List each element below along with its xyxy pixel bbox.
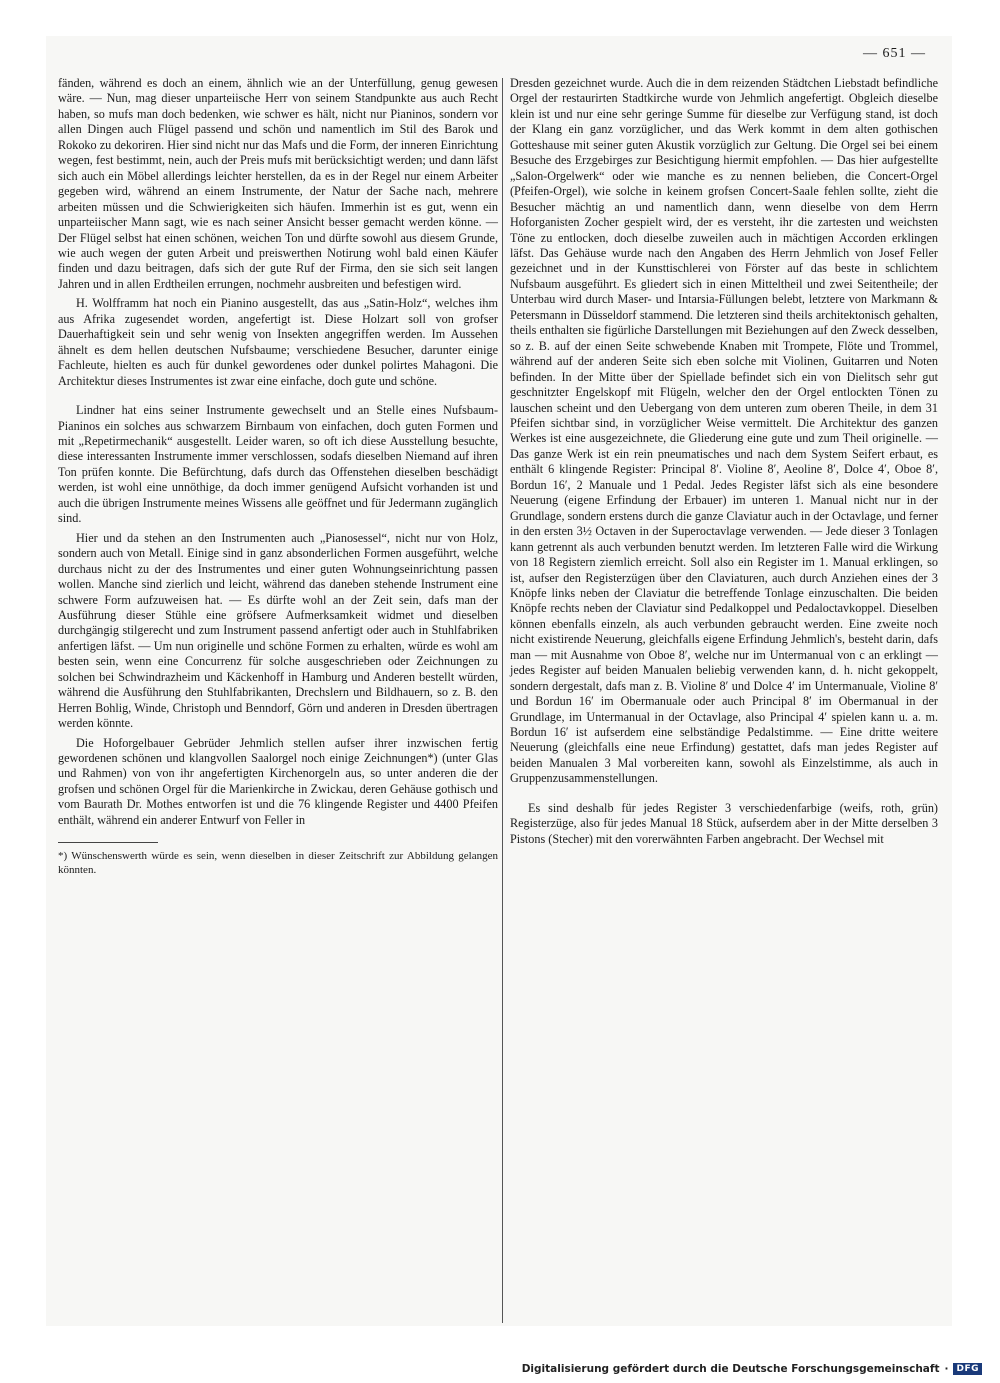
paragraph: Lindner hat eins seiner Instrumente gewechselt und an Stelle eines Nufsbaum-Pianinos ein solches aus schwarzem Birnbaum von einfachen, doch guten Formen und mit „Repetirmechanik“ ausgestellt. Leider waren, so oft ich diese Ausstellung besuchte, diese interessanten Instrumente immer verschlossen, sodafs dieselben Niemand auf ihren Ton prüfen konnte. Die Befürchtung, dafs durch das Offenstehen dieselben beschädigt werden, ist wohl eine unnöthige, da doch immer genügend Aufsicht vorhanden ist und auch die übrigen Instrumente meines Wissens alle geöffnet und für Jedermann zugänglich sind.: [58, 403, 498, 526]
footnote-rule: [58, 842, 158, 843]
right-column: [510, 76, 938, 847]
digitization-credit: Digitalisierung gefördert durch die Deutsche Forschungsgemeinschaft · DFG: [522, 1363, 982, 1375]
column-divider: [502, 78, 503, 1323]
credit-text: Digitalisierung gefördert durch die Deutsche Forschungsgemeinschaft: [521, 1363, 940, 1375]
paragraph: Hier und da stehen an den Instrumenten auch „Pianosessel“, nicht nur von Holz, sondern auch von Metall. Einige sind in ganz absonderlichen Formen ausgeführt, welche durchaus nicht zu der des Instrumentes und einer guten Wohnungseinrichtung passen wollen. Manche sind zierlich und leicht, während das daneben stehende Instrument eine schwere Form aufzuweisen hat. — Es dürfte wohl an der Zeit sein, dafs man der Ausführung dieser Stühle eine gröfsere Aufmerksamkeit widmet und dieselben durchgängig stilgerecht und zum Instrument passend anfertigt oder auch in Stuhlfabriken anfertigen läfst. — Um nun originelle und schöne Formen zu erhalten, würde es wohl am besten sein, wenn eine Concurrenz für solche ausgeschrieben oder Zeichnungen zu solchen bei Schwindrazheim und Käckenhoff in Hamburg und Anderen bestellt würden, während die Ausführung den Stuhlfabrikanten, Drechslern und Bildhauern, so z. B. den Herren Bohlig, Winde, Christoph und Benndorf, Görn und anderen in Dresden übertragen werden könnte.: [58, 530, 498, 731]
paragraph: Die Hoforgelbauer Gebrüder Jehmlich stellen aufser ihrer inzwischen fertig gewordenen schönen und klangvollen Saalorgel noch einige Zeichnungen*) (unter Glas und Rahmen) von von ihr angefertigten Kirchenorgeln aus, so unter anderen die der grofsen und schönen Orgel für die Marienkirche in Zwickau, deren Gehäuse gothisch und vom Baurath Dr. Mothes entworfen ist und die 76 klingende Register und 4400 Pfeifen enthält, während ein anderer Entwurf von Feller in: [58, 735, 498, 827]
paragraph: fänden, während es doch an einem, ähnlich wie an der Unterfüllung, genug gewesen wäre. — Nun, mag dieser unparteiische Herr von seinem Standpunkte aus auch Recht haben, so mufs man doch bedenken, wie schwer es hält, nicht nur Pianinos, sondern vor allen Dingen auch Flügel passend und schön und namentlich im Stil des Barok und Rokoko zu dekoriren. Hier sind nicht nur das Mafs und die Form, der inneren Einrichtung wegen, fest bestimmt, nein, auch der Preis mufs mit berücksichtigt werden; und dann läfst sich auch ein Möbel allerdings leichter herstellen, da es in der Regel nur einem Arbeiter gegeben wird, während an einem Instrumente, der Natur der Sache nach, mehrere arbeiten müssen und die Schwierigkeiten sich häufen. Immerhin ist es gut, wenn ein unparteiischer Mann sagt, wie es nach seiner Ansicht besser gemacht werden könne. — Der Flügel selbst hat einen schönen, weichen Ton und dürfte sowohl aus diesem Grunde, wie auch wegen der guten Arbeit und preiswerthen Notirung wohl bald einen Käufer finden und dazu beitragen, dafs sich der gute Ruf der Firma, den sie sich seit langen Jahren und in allen Erdtheilen errungen, nochmehr ausbreiten und befestigen wird.: [58, 76, 498, 291]
paragraph: Dresden gezeichnet wurde. Auch die in dem reizenden Städtchen Liebstadt befindliche Orgel der restaurirten Stadtkirche wurde von Jehmlich angefertigt. Obgleich dieselbe klein ist und nur eine sehr geringe Summe für dieselbe zur Verfügung stand, ist doch der Klang ein ganz vorzüglicher, und das Werk kommt in dem alten gothischen Gotteshause mit seiner guten Akustik vorzüglich zur Geltung. Die Orgel sei bei einem Besuche des Erzgebirges zur Besichtigung hiermit empfohlen. — Das hier aufgestellte „Salon-Orgelwerk“ oder wie manche es zu nennen belieben, die Concert-Orgel (Pfeifen-Orgel), wie solche in keinem grofsen Concert-Saale fehlen sollte, zieht die Besucher mächtig an und namentlich dann, wenn dieselbe von dem Herrn Hoforganisten Zocher gespielt wird, der es versteht, ihr die zartesten und weichsten Töne zu entlocken, doch dieselbe zuweilen auch in mächtigen Accorden erklingen läfst. Das Gehäuse wurde nach den Angaben des Herrn Jehmlich von Josef Feller gezeichnet und in der Kunsttischlerei von Förster auf das beste in schlichtem Nufsbaum ausgeführt. Es gliedert sich in einen Mitteltheil und zwei Seitentheile; der Unterbau wird durch Maser- und Intarsia-Füllungen belebt, letztere von Markmann & Petersmann in Düsseldorf stammend. Die letzteren sind theils architektonisch gehalten, theils enthalten sie figürliche Darstellungen mit Beziehungen auf den Zweck desselben, so z. B. auf der einen Seite schwebende Knaben mit Trompete, Flöte und Trommel, während auf der anderen Seite sich eben solche mit Violinen, Guitarren und Noten befinden. In der Mitte über der Spiellade befindet sich ein von Dielitsch sehr gut geschnitzter Engelskopf mit Flügeln, welcher den der Orgel entlockten Tönen zu lauschen scheint und den Uebergang von dem unteren zum oberen Theile, in dem 31 Pfeifen sichtbar sind, in vorzüglicher Weise vermittelt. Die Architektur des ganzen Werkes ist eine ausgezeichnete, die Gliederung eine gute und zum Theil originelle. — Das ganze Werk ist ein rein pneumatisches und nach dem System Seifert erbaut, es enthält 6 klingende Register: Principal 8′. Violine 8′, Aeoline 8′, Dolce 4′, Oboe 8′, Bordun 16′, 2 Manuale und 1 Pedal. Jedes Register läfst sich als eine besondere Neuerung (eigene Erfindung der Erbauer) im unteren 1. Manual nicht nur in der Grundlage, sondern erstens durch die ganze Claviatur auch in der Octavlage, und ferner in den ersten 3½ Octaven in der Superoctavlage verwenden. — Jede dieser 3 Tonlagen kann getrennt als auch verbunden benutzt werden. Im letzteren Falle wird die Wirkung von 18 Registern ziemlich erreicht. Soll also ein Register im 1. Manual erklingen, so ist, aufser den Registerzügen über den Claviaturen, auch durch Anziehen eines der 3 Knöpfe links neben der Claviatur die betreffende Tonlage einzuschalten. Die beiden Knöpfe rechts neben der Claviatur sind Pedalkoppel und Pedaloctavkoppel. Dieselben können ebenfalls einzeln, als auch verbunden gebraucht werden. Eine zweite noch nicht existirende Neuerung, gleichfalls eigene Erfindung Jehmlich's, besteht darin, dafs man — mit Ausnahme von Oboe 8′, welche nur im Untermanual von c an erklingt — jedes Register auf beiden Manualen beliebig verwenden kann, d. h. nicht gekoppelt, sondern dergestalt, dafs man z. B. Violine 8′ und Dolce 4′ im Untermanuale, Violine 8′ und Bordun 16′ im Obermanuale oder auch Principal 8′ im Obermanual in der Grundlage, im Untermanual in der Octavlage, also Principal 4′ spielen kann u. a. m. Bordun 16′ ist aufserdem eine selbständige Pedalstimme. — Eine dritte weitere Neuerung (gleichfalls eine neue Erfindung) gestattet, dafs man jedes Register auf beiden Manualen 3 Mal vorbereiten kann, sowohl als Einzelstimme, als auch in Gruppenzusammenstellungen.: [510, 76, 938, 786]
dfg-logo: DFG: [953, 1363, 982, 1375]
paragraph: H. Wolfframm hat noch ein Pianino ausgestellt, das aus „Satin-Holz“, welches ihm aus Afrika zugesendet worden, angefertigt ist. Diese Holzart soll von grofser Dauerhaftigkeit sein und sehr wenig von Insekten angegriffen werden. Im Aussehen ähnelt es dem hellen deutschen Nufsbaume; verschiedene Besucher, darunter einige Fachleute, hielten es auch für dunkel gewordenes oder dunkel polirtes Mahagoni. Die Architektur dieses Instrumentes ist zwar eine einfache, doch gute und schöne.: [58, 296, 498, 388]
paragraph: Es sind deshalb für jedes Register 3 verschiedenfarbige (weifs, roth, grün) Registerzüge, also für jedes Manual 18 Stück, aufserdem aber in der Mitte derselben 3 Pistons (Stecher) mit den vorerwähnten Farben angebracht. Der Wechsel mit: [510, 800, 938, 846]
left-column: [58, 76, 498, 877]
page-number: — 651 —: [863, 46, 926, 61]
scanned-page: [46, 36, 952, 1326]
footnote: *) Wünschenswerth würde es sein, wenn dieselben in dieser Zeitschrift zur Abbildung gelangen könnten.: [58, 850, 498, 877]
